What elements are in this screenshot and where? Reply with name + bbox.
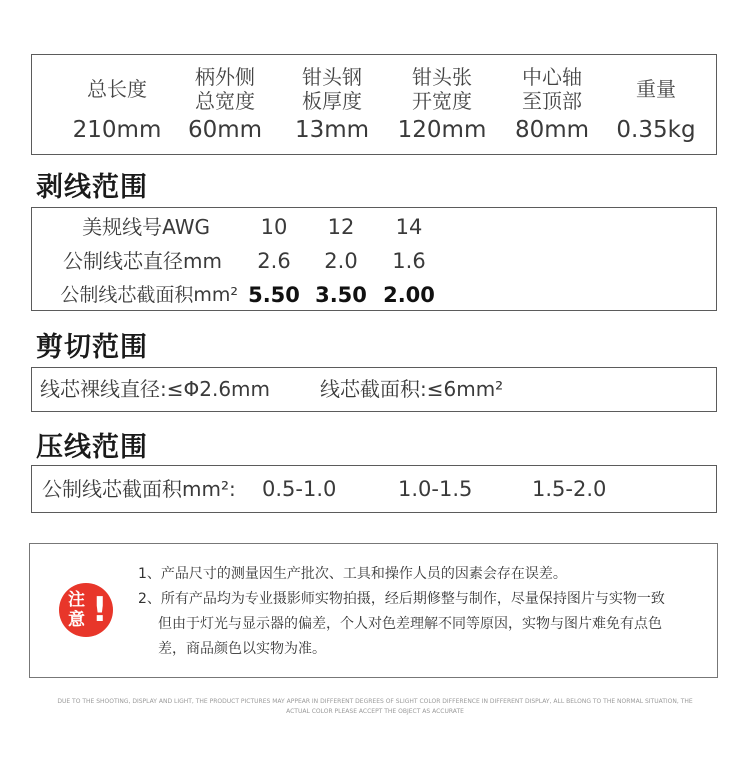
press-label: 公制线芯截面积mm²: (42, 477, 236, 501)
notice-item-2-line1: 2、所有产品均为专业摄影师实物拍摄，经后期修整与制作，尽量保持图片与实物一致 (138, 591, 665, 607)
press-range-box (31, 465, 717, 513)
strip-value: 12 (327, 215, 355, 239)
cut-range-title: 剪切范围 (36, 332, 148, 363)
strip-row-label: 公制线芯截面积mm² (60, 284, 238, 306)
strip-value: 10 (260, 215, 288, 239)
strip-value: 1.6 (392, 249, 426, 273)
strip-row-diameter (32, 246, 716, 276)
spec-value: 13mm (294, 117, 370, 143)
strip-range-table (31, 207, 717, 311)
spec-label: 至顶部 (522, 89, 582, 113)
spec-label: 柄外侧 (195, 65, 255, 89)
spec-label: 钳头张 (412, 65, 472, 89)
strip-row-label: 美规线号AWG (82, 215, 210, 239)
badge-text: 注 (68, 590, 85, 610)
spec-column-handle-width (180, 55, 270, 154)
cut-range-box (31, 367, 717, 412)
strip-range-title: 剥线范围 (36, 172, 148, 203)
exclamation-icon: ! (92, 590, 108, 630)
spec-label: 总宽度 (195, 89, 255, 113)
spec-column-axis-to-top (502, 55, 602, 154)
strip-row-label: 公制线芯直径mm (63, 249, 222, 273)
notice-item-2-line2: 但由于灯光与显示器的偏差，个人对色差理解不同等原因，实物与图片难免有点色 (158, 616, 662, 632)
notice-item-1: 1、产品尺寸的测量因生产批次、工具和操作人员的因素会存在误差。 (138, 566, 567, 582)
spec-column-plate-thickness (287, 55, 377, 154)
strip-value: 2.00 (383, 283, 435, 307)
spec-value: 0.35kg (616, 117, 696, 143)
strip-row-awg (32, 212, 716, 242)
footer-disclaimer-line1: DUE TO THE SHOOTING, DISPLAY AND LIGHT, THE PRODUCT PICTURES MAY APPEAR IN DIFFERENT DEGREES OF SLIGHT COLOR DIFFERENCE IN DIFFERENT DISPLAY, ALL BELONG TO THE NORMAL SITUATION, THE (57, 698, 693, 705)
strip-value: 2.6 (257, 249, 291, 273)
press-value: 0.5-1.0 (262, 477, 337, 501)
cut-area-text: 线芯截面积:≤6mm² (320, 377, 504, 401)
notice-item-2-line3: 差，商品颜色以实物为准。 (158, 641, 326, 657)
strip-row-area (32, 280, 716, 310)
strip-value: 14 (395, 215, 423, 239)
spec-label: 钳头钢 (302, 65, 362, 89)
spec-column-length (72, 55, 162, 154)
press-value: 1.0-1.5 (398, 477, 473, 501)
spec-value: 60mm (187, 117, 263, 143)
spec-label: 板厚度 (302, 89, 362, 113)
notice-box (29, 543, 718, 678)
strip-value: 2.0 (324, 249, 358, 273)
spec-value: 80mm (514, 117, 590, 143)
badge-text: 意 (68, 610, 85, 630)
press-range-title: 压线范围 (36, 432, 148, 463)
spec-label: 开宽度 (412, 89, 472, 113)
spec-column-jaw-opening (392, 55, 492, 154)
spec-label: 重量 (636, 77, 676, 101)
strip-value: 5.50 (248, 283, 300, 307)
spec-label: 总长度 (87, 77, 147, 101)
press-value: 1.5-2.0 (532, 477, 607, 501)
spec-column-weight (606, 55, 706, 154)
footer-disclaimer-line2: ACTUAL COLOR PLEASE ACCEPT THE OBJECT AS ACCURATE (286, 708, 464, 715)
strip-value: 3.50 (315, 283, 367, 307)
spec-value: 210mm (72, 117, 162, 143)
spec-value: 120mm (397, 117, 487, 143)
cut-diameter-text: 线芯裸线直径:≤Φ2.6mm (40, 377, 271, 401)
spec-label: 中心轴 (522, 65, 582, 89)
spec-table (31, 54, 717, 155)
notice-badge-icon (59, 583, 113, 637)
